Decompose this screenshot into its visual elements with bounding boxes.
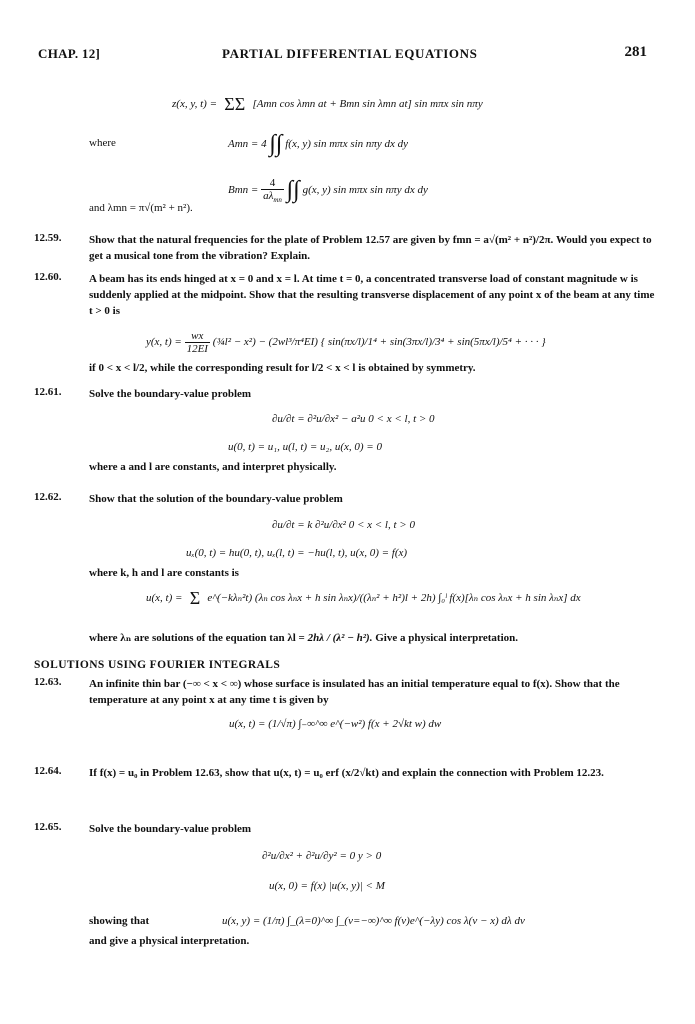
tail-part-b: Give a physical interpretation. [375,632,519,644]
eq-B-rhs: g(x, y) sin mπx sin nπy dx dy [302,184,428,197]
eq-series-rhs: e^(−kλₙ²t) (λₙ cos λₙx + h sin λₙx)/((λₙ² + h²)l + 2h) ∫₀ˡ f(x)[λₙ cos λₙx + h sin λₙx] dx [207,592,581,605]
problem-text: If f(x) = u₀ in Problem 12.63, show that u(x, t) = u₀ erf (x/2√kt) and explain the connection with Problem 12.23. [89,767,604,779]
equation-B [228,177,428,204]
equation-bc: u(0, t) = u₁, u(l, t) = u₂, u(x, 0) = 0 [228,441,382,453]
tail-fraction: 2hλ / (λ² − h²). [307,632,373,644]
problem-number: 12.64. [34,765,62,777]
problem-tail: and give a physical interpretation. [89,935,250,947]
showing-that-label: showing that [89,915,150,927]
equation-laplace: ∂²u/∂x² + ∂²u/∂y² = 0 y > 0 [262,850,382,862]
problem-text: Solve the boundary-value problem [89,823,252,835]
equation-A [228,131,408,158]
equation-double-integral: u(x, y) = (1/π) ∫_(λ=0)^∞ ∫_(v=−∞)^∞ f(v)e^(−λy) cos λ(v − x) dλ dv [222,915,525,927]
problem-tail: where a and l are constants, and interpret physically. [89,461,337,473]
eq-A-lhs: Amn = 4 [228,138,267,151]
equation-bc: uₓ(0, t) = hu(0, t), uₓ(l, t) = −hu(l, t), u(x, 0) = f(x) [186,547,408,559]
section-title: SOLUTIONS USING FOURIER INTEGRALS [34,659,281,671]
chapter-label: CHAP. 12] [38,46,101,61]
problem-tail: if 0 < x < l/2, while the corresponding result for l/2 < x < l is obtained by symmetry. [89,362,476,374]
equation-pde: ∂u/∂t = k ∂²u/∂x² 0 < x < l, t > 0 [272,519,415,531]
equation-series-solution [146,588,581,609]
problem-number: 12.59. [34,232,62,244]
page-header [0,46,695,66]
integral-icon: ∫∫ [269,131,283,157]
problem-number: 12.62. [34,491,62,503]
equation-pde: ∂u/∂t = ∂²u/∂x² − a²u 0 < x < l, t > 0 [272,413,435,425]
eq-z-lhs: z(x, y, t) = [172,98,217,111]
problem-number: 12.63. [34,676,62,688]
eq-series-lhs: u(x, t) = [146,592,183,605]
problem-text: Solve the boundary-value problem [89,388,252,400]
problem-text: An infinite thin bar (−∞ < x < ∞) whose surface is insulated has an initial temperature equal to f(x). Show that the temperature at any point x at any time t is given by [89,678,620,706]
fraction-4-over-alambda: $\frac{4}{a\lambda_{mn}}$ [263,177,282,205]
problem-text: Show that the natural frequencies for the plate of Problem 12.57 are given by fmn = a√(m² + n²)/2π. Would you expect to get a musical tone from the vibration? Explain. [89,234,652,262]
eq-beam-lhs: y(x, t) = [146,336,182,349]
page-number: 281 [624,44,647,60]
sigma-icon: Σ [185,588,205,608]
equation-beam [146,330,546,355]
problem-number: 12.65. [34,821,62,833]
lambda-definition: and λmn = π√(m² + n²). [89,202,193,214]
equation-bc: u(x, 0) = f(x) |u(x, y)| < M [269,880,385,892]
where-label: where [89,137,116,149]
eq-beam-rhs: (¾l² − x²) − (2wl³/π⁴EI) { sin(πx/l)/1⁴ + sin(3πx/l)/3⁴ + sin(5πx/l)/5⁴ + · · · } [212,336,546,349]
problem-mid: where k, h and l are constants is [89,567,239,579]
integral-icon: ∫∫ [286,177,300,204]
eq-A-rhs: f(x, y) sin mπx sin nπy dx dy [285,138,409,151]
eq-z-rhs: [Amn cos λmn at + Bmn sin λmn at] sin mπx sin nπy [252,98,483,111]
problem-number: 12.60. [34,271,62,283]
equation-fourier-integral: u(x, t) = (1/√π) ∫₋∞^∞ e^(−w²) f(x + 2√kt w) dw [229,718,442,730]
equation-z [172,94,483,115]
eq-B-lhs: Bmn = [228,184,259,197]
running-title: PARTIAL DIFFERENTIAL EQUATIONS [222,46,478,61]
problem-number: 12.61. [34,386,62,398]
problem-text: A beam has its ends hinged at x = 0 and x = l. At time t = 0, a concentrated transverse load of constant magnitude w is suddenly applied at the midpoint. Show that the resulting transverse displacement of any point x of the beam at any time t > 0 is [89,273,655,317]
problem-text: Show that the solution of the boundary-value problem [89,493,343,505]
fraction-wx-12EI: $\frac{wx}{12EI}$ [186,330,208,355]
problem-tail [89,631,518,644]
sigma-icon: ΣΣ [219,94,250,114]
tail-part-a: where λₙ are solutions of the equation tan λl = [89,632,305,644]
